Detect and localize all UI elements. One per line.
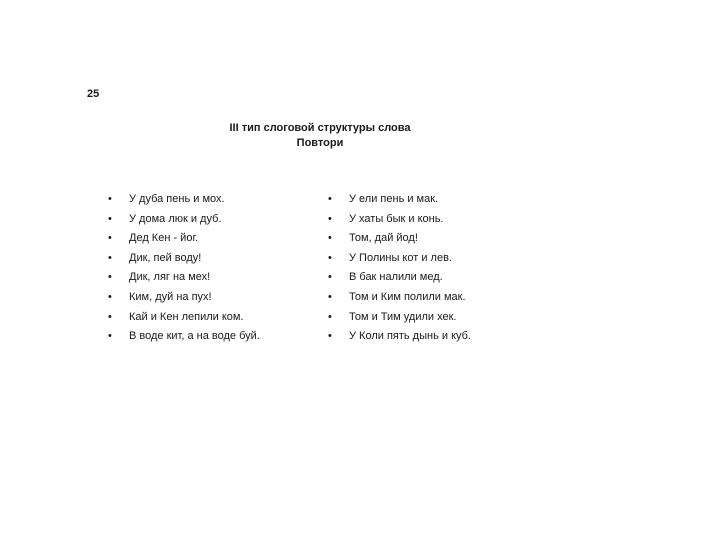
- bullet-icon: •: [108, 251, 112, 264]
- phrase-text: У Полины кот и лев.: [349, 251, 452, 264]
- list-item: [108, 327, 260, 347]
- list-item: [328, 249, 471, 269]
- phrase-text: У ели пень и мак.: [349, 193, 439, 205]
- bullet-icon: •: [108, 330, 112, 343]
- phrase-text: Том и Ким полили мак.: [349, 290, 466, 303]
- bullet-icon: •: [328, 310, 332, 323]
- phrase-text: В воде кит, а на воде буй.: [129, 330, 260, 343]
- list-item: [328, 229, 471, 249]
- list-item: [328, 210, 471, 230]
- list-item: [108, 308, 260, 328]
- phrase-text: Дед Кен - йог.: [129, 232, 199, 245]
- list-item: [328, 308, 471, 328]
- phrase-text: У дуба пень и мох.: [129, 193, 225, 205]
- list-item: [108, 229, 260, 249]
- list-item: [108, 268, 260, 288]
- bullet-icon: •: [328, 193, 332, 205]
- list-item: [328, 288, 471, 308]
- list-item: [108, 190, 260, 210]
- list-item: [328, 327, 471, 347]
- exercise-instruction: Повтори: [296, 137, 344, 149]
- list-item: [108, 249, 260, 269]
- bullet-icon: •: [328, 330, 332, 343]
- bullet-icon: •: [108, 232, 112, 245]
- bullet-icon: •: [328, 232, 332, 245]
- list-item: [328, 190, 471, 210]
- bullet-icon: •: [108, 212, 112, 225]
- exercise-heading: [0, 121, 640, 151]
- left-phrase-list: [108, 190, 260, 347]
- phrase-text: Том, дай йод!: [349, 232, 418, 245]
- bullet-icon: •: [108, 290, 112, 303]
- phrase-text: У Коли пять дынь и куб.: [349, 330, 471, 343]
- bullet-icon: •: [108, 310, 112, 323]
- phrase-text: Том и Тим удили хек.: [349, 310, 457, 323]
- phrase-text: Кай и Кен лепили ком.: [129, 310, 244, 323]
- phrase-text: Ким, дуй на пух!: [129, 290, 212, 303]
- page-number: 25: [87, 88, 100, 100]
- bullet-icon: •: [328, 290, 332, 303]
- phrase-text: Дик, ляг на мех!: [129, 271, 211, 284]
- bullet-icon: •: [328, 212, 332, 225]
- phrase-text: У хаты бык и конь.: [349, 212, 444, 225]
- bullet-icon: •: [328, 251, 332, 264]
- phrase-text: У дома люк и дуб.: [129, 212, 222, 225]
- phrase-text: Дик, пей воду!: [129, 251, 202, 264]
- bullet-icon: •: [108, 271, 112, 284]
- exercise-title: III тип слоговой структуры слова: [229, 122, 411, 134]
- list-item: [328, 268, 471, 288]
- list-item: [108, 288, 260, 308]
- right-phrase-list: [328, 190, 471, 347]
- bullet-icon: •: [328, 271, 332, 284]
- bullet-icon: •: [108, 193, 112, 205]
- phrase-text: В бак налили мед.: [349, 271, 443, 284]
- list-item: [108, 210, 260, 230]
